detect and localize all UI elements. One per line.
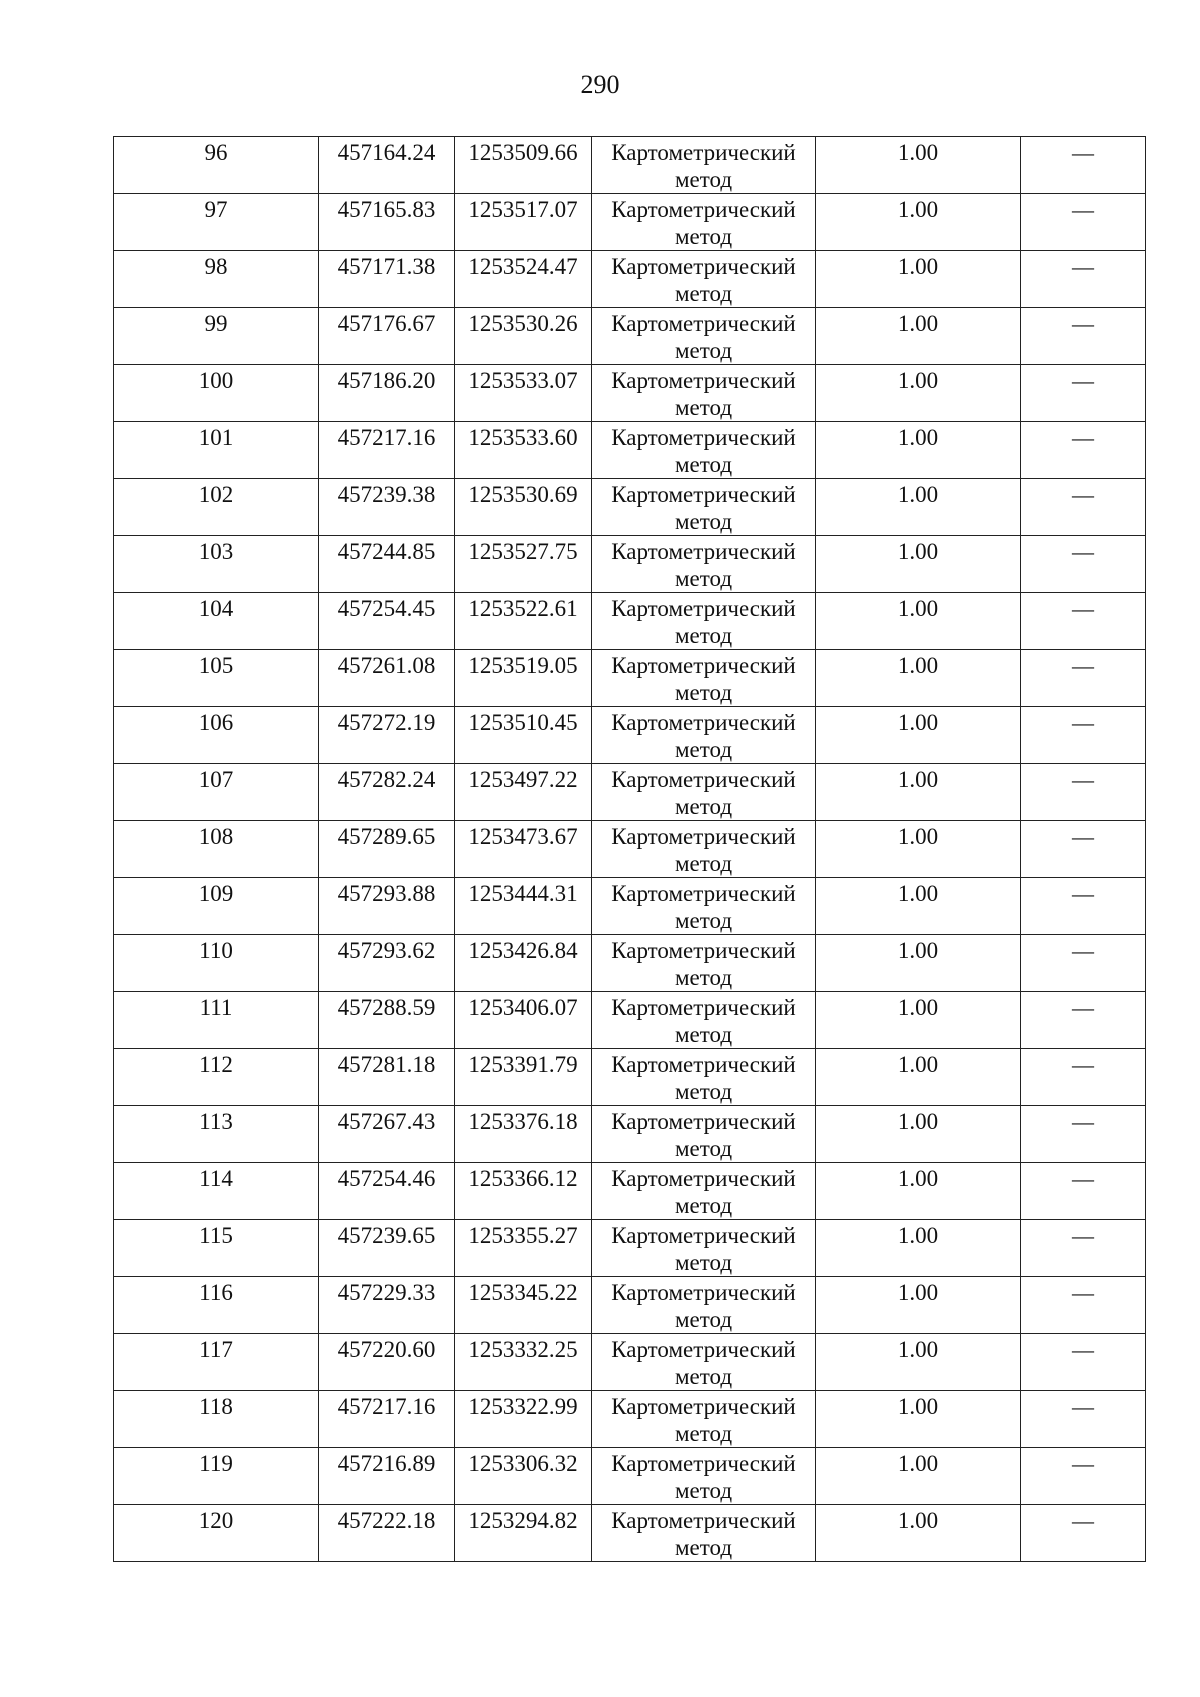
x-coordinate-cell: 457217.16: [319, 422, 455, 479]
x-coordinate-cell: 457165.83: [319, 194, 455, 251]
y-coordinate-cell: 1253524.47: [455, 251, 592, 308]
point-number-cell: 113: [114, 1106, 319, 1163]
method-line-1: Картометрический: [611, 710, 796, 735]
method-line-2: метод: [674, 737, 733, 762]
note-cell: —: [1021, 536, 1146, 593]
point-number-cell: 110: [114, 935, 319, 992]
method-line-2: метод: [674, 452, 733, 477]
table-row: [114, 764, 1146, 821]
method-line-2: метод: [674, 509, 733, 534]
method-cell: [592, 536, 816, 593]
method-line-1: Картометрический: [611, 1337, 796, 1362]
point-number-cell: 103: [114, 536, 319, 593]
note-cell: —: [1021, 593, 1146, 650]
point-number-cell: 100: [114, 365, 319, 422]
table-row: [114, 1448, 1146, 1505]
x-coordinate-cell: 457229.33: [319, 1277, 455, 1334]
method-cell: [592, 422, 816, 479]
precision-cell: 1.00: [816, 1049, 1021, 1106]
method-line-1: Картометрический: [611, 824, 796, 849]
note-cell: —: [1021, 878, 1146, 935]
table-row: [114, 1163, 1146, 1220]
method-line-2: метод: [674, 965, 733, 990]
method-line-1: Картометрический: [611, 197, 796, 222]
y-coordinate-cell: 1253533.60: [455, 422, 592, 479]
note-cell: —: [1021, 1106, 1146, 1163]
note-cell: —: [1021, 935, 1146, 992]
note-cell: —: [1021, 1334, 1146, 1391]
note-cell: —: [1021, 137, 1146, 194]
x-coordinate-cell: 457254.45: [319, 593, 455, 650]
y-coordinate-cell: 1253426.84: [455, 935, 592, 992]
y-coordinate-cell: 1253527.75: [455, 536, 592, 593]
y-coordinate-cell: 1253497.22: [455, 764, 592, 821]
y-coordinate-cell: 1253306.32: [455, 1448, 592, 1505]
point-number-cell: 115: [114, 1220, 319, 1277]
x-coordinate-cell: 457164.24: [319, 137, 455, 194]
method-cell: [592, 1049, 816, 1106]
table-row: [114, 1049, 1146, 1106]
note-cell: —: [1021, 365, 1146, 422]
method-line-1: Картометрический: [611, 881, 796, 906]
y-coordinate-cell: 1253509.66: [455, 137, 592, 194]
method-line-1: Картометрический: [611, 482, 796, 507]
note-cell: —: [1021, 1163, 1146, 1220]
precision-cell: 1.00: [816, 479, 1021, 536]
method-line-1: Картометрический: [611, 1394, 796, 1419]
precision-cell: 1.00: [816, 593, 1021, 650]
method-cell: [592, 137, 816, 194]
table-row: [114, 479, 1146, 536]
table-row: [114, 251, 1146, 308]
precision-cell: 1.00: [816, 1220, 1021, 1277]
y-coordinate-cell: 1253530.26: [455, 308, 592, 365]
precision-cell: 1.00: [816, 251, 1021, 308]
method-cell: [592, 1391, 816, 1448]
note-cell: —: [1021, 1391, 1146, 1448]
method-line-2: метод: [674, 680, 733, 705]
table-row: [114, 1106, 1146, 1163]
method-line-2: метод: [674, 1022, 733, 1047]
x-coordinate-cell: 457281.18: [319, 1049, 455, 1106]
method-line-2: метод: [674, 623, 733, 648]
note-cell: —: [1021, 707, 1146, 764]
point-number-cell: 112: [114, 1049, 319, 1106]
method-cell: [592, 479, 816, 536]
table-row: [114, 707, 1146, 764]
x-coordinate-cell: 457216.89: [319, 1448, 455, 1505]
method-cell: [592, 1106, 816, 1163]
x-coordinate-cell: 457254.46: [319, 1163, 455, 1220]
x-coordinate-cell: 457239.65: [319, 1220, 455, 1277]
method-line-1: Картометрический: [611, 653, 796, 678]
point-number-cell: 101: [114, 422, 319, 479]
y-coordinate-cell: 1253345.22: [455, 1277, 592, 1334]
precision-cell: 1.00: [816, 1334, 1021, 1391]
x-coordinate-cell: 457288.59: [319, 992, 455, 1049]
method-line-1: Картометрический: [611, 1223, 796, 1248]
precision-cell: 1.00: [816, 878, 1021, 935]
method-line-2: метод: [674, 1364, 733, 1389]
x-coordinate-cell: 457220.60: [319, 1334, 455, 1391]
method-cell: [592, 1163, 816, 1220]
y-coordinate-cell: 1253517.07: [455, 194, 592, 251]
precision-cell: 1.00: [816, 536, 1021, 593]
method-line-2: метод: [674, 1535, 733, 1560]
table-row: [114, 536, 1146, 593]
x-coordinate-cell: 457176.67: [319, 308, 455, 365]
note-cell: —: [1021, 1448, 1146, 1505]
precision-cell: 1.00: [816, 1391, 1021, 1448]
precision-cell: 1.00: [816, 707, 1021, 764]
method-cell: [592, 1505, 816, 1562]
x-coordinate-cell: 457244.85: [319, 536, 455, 593]
method-line-2: метод: [674, 1136, 733, 1161]
method-line-2: метод: [674, 1193, 733, 1218]
method-line-1: Картометрический: [611, 254, 796, 279]
point-number-cell: 102: [114, 479, 319, 536]
point-number-cell: 98: [114, 251, 319, 308]
method-line-2: метод: [674, 1079, 733, 1104]
method-line-1: Картометрический: [611, 767, 796, 792]
method-line-2: метод: [674, 1307, 733, 1332]
note-cell: —: [1021, 821, 1146, 878]
method-line-1: Картометрический: [611, 1508, 796, 1533]
note-cell: —: [1021, 479, 1146, 536]
method-cell: [592, 992, 816, 1049]
method-cell: [592, 707, 816, 764]
method-line-2: метод: [674, 1421, 733, 1446]
precision-cell: 1.00: [816, 935, 1021, 992]
point-number-cell: 120: [114, 1505, 319, 1562]
table-row: [114, 137, 1146, 194]
point-number-cell: 108: [114, 821, 319, 878]
precision-cell: 1.00: [816, 422, 1021, 479]
method-cell: [592, 821, 816, 878]
method-cell: [592, 878, 816, 935]
method-cell: [592, 1448, 816, 1505]
method-line-1: Картометрический: [611, 1280, 796, 1305]
table-row: [114, 1334, 1146, 1391]
method-cell: [592, 650, 816, 707]
y-coordinate-cell: 1253332.25: [455, 1334, 592, 1391]
precision-cell: 1.00: [816, 1106, 1021, 1163]
x-coordinate-cell: 457293.62: [319, 935, 455, 992]
table-row: [114, 1391, 1146, 1448]
y-coordinate-cell: 1253355.27: [455, 1220, 592, 1277]
point-number-cell: 104: [114, 593, 319, 650]
point-number-cell: 97: [114, 194, 319, 251]
method-line-2: метод: [674, 395, 733, 420]
method-line-1: Картометрический: [611, 1052, 796, 1077]
method-cell: [592, 1334, 816, 1391]
point-number-cell: 107: [114, 764, 319, 821]
precision-cell: 1.00: [816, 365, 1021, 422]
point-number-cell: 117: [114, 1334, 319, 1391]
y-coordinate-cell: 1253530.69: [455, 479, 592, 536]
table-row: [114, 422, 1146, 479]
y-coordinate-cell: 1253294.82: [455, 1505, 592, 1562]
page-number: 290: [580, 70, 620, 99]
method-cell: [592, 308, 816, 365]
method-line-2: метод: [674, 851, 733, 876]
note-cell: —: [1021, 422, 1146, 479]
precision-cell: 1.00: [816, 992, 1021, 1049]
point-number-cell: 116: [114, 1277, 319, 1334]
x-coordinate-cell: 457267.43: [319, 1106, 455, 1163]
point-number-cell: 96: [114, 137, 319, 194]
method-line-1: Картометрический: [611, 596, 796, 621]
table-row: [114, 1220, 1146, 1277]
note-cell: —: [1021, 1049, 1146, 1106]
table-row: [114, 992, 1146, 1049]
y-coordinate-cell: 1253444.31: [455, 878, 592, 935]
method-line-2: метод: [674, 794, 733, 819]
precision-cell: 1.00: [816, 194, 1021, 251]
x-coordinate-cell: 457289.65: [319, 821, 455, 878]
table-row: [114, 308, 1146, 365]
point-number-cell: 119: [114, 1448, 319, 1505]
note-cell: —: [1021, 992, 1146, 1049]
method-line-1: Картометрический: [611, 368, 796, 393]
note-cell: —: [1021, 308, 1146, 365]
method-cell: [592, 194, 816, 251]
y-coordinate-cell: 1253473.67: [455, 821, 592, 878]
precision-cell: 1.00: [816, 650, 1021, 707]
method-line-1: Картометрический: [611, 425, 796, 450]
y-coordinate-cell: 1253322.99: [455, 1391, 592, 1448]
precision-cell: 1.00: [816, 821, 1021, 878]
method-cell: [592, 593, 816, 650]
method-cell: [592, 1220, 816, 1277]
point-number-cell: 99: [114, 308, 319, 365]
point-number-cell: 105: [114, 650, 319, 707]
table-row: [114, 650, 1146, 707]
note-cell: —: [1021, 1277, 1146, 1334]
method-line-1: Картометрический: [611, 1166, 796, 1191]
note-cell: —: [1021, 251, 1146, 308]
y-coordinate-cell: 1253366.12: [455, 1163, 592, 1220]
note-cell: —: [1021, 650, 1146, 707]
table-row: [114, 593, 1146, 650]
y-coordinate-cell: 1253522.61: [455, 593, 592, 650]
y-coordinate-cell: 1253376.18: [455, 1106, 592, 1163]
note-cell: —: [1021, 1505, 1146, 1562]
x-coordinate-cell: 457222.18: [319, 1505, 455, 1562]
x-coordinate-cell: 457282.24: [319, 764, 455, 821]
y-coordinate-cell: 1253510.45: [455, 707, 592, 764]
precision-cell: 1.00: [816, 1277, 1021, 1334]
precision-cell: 1.00: [816, 764, 1021, 821]
x-coordinate-cell: 457186.20: [319, 365, 455, 422]
method-line-2: метод: [674, 338, 733, 363]
table-row: [114, 878, 1146, 935]
x-coordinate-cell: 457272.19: [319, 707, 455, 764]
point-number-cell: 106: [114, 707, 319, 764]
method-line-1: Картометрический: [611, 311, 796, 336]
method-line-2: метод: [674, 224, 733, 249]
method-line-1: Картометрический: [611, 539, 796, 564]
x-coordinate-cell: 457293.88: [319, 878, 455, 935]
precision-cell: 1.00: [816, 308, 1021, 365]
method-line-2: метод: [674, 281, 733, 306]
point-number-cell: 109: [114, 878, 319, 935]
method-line-2: метод: [674, 1478, 733, 1503]
table-row: [114, 365, 1146, 422]
method-line-1: Картометрический: [611, 1451, 796, 1476]
precision-cell: 1.00: [816, 1163, 1021, 1220]
method-cell: [592, 251, 816, 308]
precision-cell: 1.00: [816, 1448, 1021, 1505]
table-body: [114, 137, 1146, 1562]
note-cell: —: [1021, 194, 1146, 251]
note-cell: —: [1021, 1220, 1146, 1277]
method-line-1: Картометрический: [611, 140, 796, 165]
table-row: [114, 1277, 1146, 1334]
y-coordinate-cell: 1253391.79: [455, 1049, 592, 1106]
x-coordinate-cell: 457217.16: [319, 1391, 455, 1448]
x-coordinate-cell: 457239.38: [319, 479, 455, 536]
method-line-2: метод: [674, 908, 733, 933]
method-line-2: метод: [674, 167, 733, 192]
y-coordinate-cell: 1253406.07: [455, 992, 592, 1049]
method-line-1: Картометрический: [611, 1109, 796, 1134]
method-cell: [592, 764, 816, 821]
y-coordinate-cell: 1253519.05: [455, 650, 592, 707]
method-line-1: Картометрический: [611, 938, 796, 963]
table-row: [114, 194, 1146, 251]
y-coordinate-cell: 1253533.07: [455, 365, 592, 422]
point-number-cell: 114: [114, 1163, 319, 1220]
method-line-1: Картометрический: [611, 995, 796, 1020]
coordinates-table: [113, 136, 1146, 1562]
method-cell: [592, 935, 816, 992]
precision-cell: 1.00: [816, 137, 1021, 194]
note-cell: —: [1021, 764, 1146, 821]
x-coordinate-cell: 457171.38: [319, 251, 455, 308]
point-number-cell: 118: [114, 1391, 319, 1448]
method-line-2: метод: [674, 566, 733, 591]
table-row: [114, 935, 1146, 992]
table-row: [114, 821, 1146, 878]
method-line-2: метод: [674, 1250, 733, 1275]
precision-cell: 1.00: [816, 1505, 1021, 1562]
method-cell: [592, 365, 816, 422]
point-number-cell: 111: [114, 992, 319, 1049]
table-row: [114, 1505, 1146, 1562]
x-coordinate-cell: 457261.08: [319, 650, 455, 707]
method-cell: [592, 1277, 816, 1334]
